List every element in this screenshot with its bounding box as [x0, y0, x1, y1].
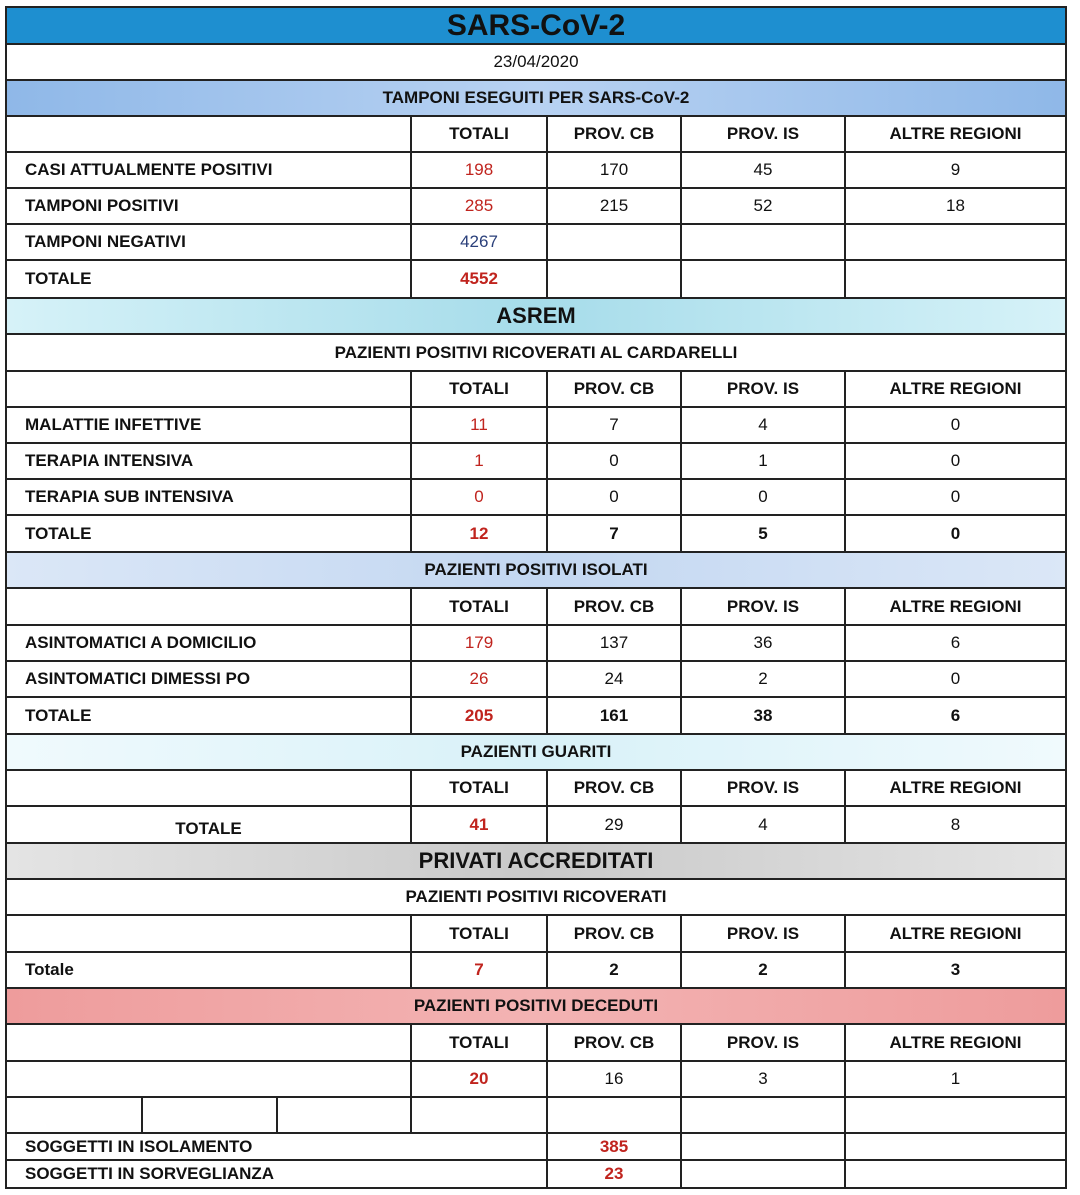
cell-prov-is: 2 [680, 662, 844, 696]
empty-cell [410, 1098, 546, 1132]
tamponi-header-row [5, 115, 1067, 151]
cell-totali: 12 [410, 516, 546, 551]
cell-altre-regioni: 1 [844, 1062, 1065, 1096]
row-label: TAMPONI POSITIVI [25, 196, 179, 215]
cell-prov-is [680, 225, 844, 259]
privati-subheading [5, 878, 1067, 914]
section-privati-title: PRIVATI ACCREDITATI [418, 848, 654, 873]
cell-prov-is: 1 [680, 444, 844, 478]
section-guariti-title: PAZIENTI GUARITI [460, 742, 612, 761]
empty-cell [680, 1098, 844, 1132]
section-tamponi-title: TAMPONI ESEGUITI PER SARS-CoV-2 [382, 88, 690, 107]
cell-prov-cb: 0 [546, 480, 680, 514]
cell-prov-cb: 137 [546, 626, 680, 660]
header-prov-cb: PROV. CB [546, 771, 680, 805]
cell-prov-cb: 2 [546, 953, 680, 987]
header-prov-is: PROV. IS [680, 771, 844, 805]
row-label: TOTALE [25, 705, 92, 725]
asrem-header-row [5, 370, 1067, 406]
header-prov-is: PROV. IS [680, 372, 844, 406]
cell-prov-is: 5 [680, 516, 844, 551]
header-totali: TOTALI [410, 916, 546, 951]
cell-prov-is [680, 261, 844, 297]
table-row [5, 406, 1067, 442]
cell-altre-regioni: 6 [844, 698, 1065, 733]
header-altre-regioni: ALTRE REGIONI [844, 916, 1065, 951]
row-label: TAMPONI NEGATIVI [25, 232, 186, 251]
table-row [5, 259, 1067, 297]
cell-altre-regioni: 0 [844, 444, 1065, 478]
empty-row [5, 1096, 1067, 1132]
header-empty [7, 1025, 410, 1060]
header-empty [7, 771, 410, 805]
header-altre-regioni: ALTRE REGIONI [844, 589, 1065, 624]
header-altre-regioni: ALTRE REGIONI [844, 372, 1065, 406]
cell-altre-regioni: 0 [844, 516, 1065, 551]
header-prov-cb: PROV. CB [546, 589, 680, 624]
cell-prov-cb: 29 [546, 807, 680, 842]
header-empty [7, 372, 410, 406]
cell-altre-regioni: 18 [844, 189, 1065, 223]
empty-cell [276, 1098, 410, 1132]
cell-totali: 4267 [410, 225, 546, 259]
header-prov-is: PROV. IS [680, 916, 844, 951]
header-totali: TOTALI [410, 372, 546, 406]
cell-prov-is: 4 [680, 807, 844, 842]
header-totali: TOTALI [410, 117, 546, 151]
header-prov-is: PROV. IS [680, 1025, 844, 1060]
cell-totali: 285 [410, 189, 546, 223]
cell-prov-cb: 7 [546, 408, 680, 442]
row-label: TERAPIA INTENSIVA [25, 451, 194, 470]
section-guariti-heading [5, 733, 1067, 769]
section-deceduti-heading [5, 987, 1067, 1023]
section-asrem-heading [5, 297, 1067, 333]
cell-totali: 26 [410, 662, 546, 696]
table-bottom-border [5, 1187, 1067, 1189]
cell-prov-is: 38 [680, 698, 844, 733]
section-asrem-title: ASREM [496, 303, 576, 328]
empty-cell [546, 1098, 680, 1132]
cell-totali: 205 [410, 698, 546, 733]
row-label: ASINTOMATICI A DOMICILIO [25, 633, 257, 652]
header-empty [7, 117, 410, 151]
table-row [5, 696, 1067, 733]
section-tamponi-heading [5, 79, 1067, 115]
section-deceduti-title: PAZIENTI POSITIVI DECEDUTI [413, 996, 659, 1015]
row-label: SOGGETTI IN SORVEGLIANZA [25, 1164, 275, 1183]
cell-totali: 4552 [410, 261, 546, 297]
cell-totali: 20 [410, 1062, 546, 1096]
header-empty [7, 589, 410, 624]
header-totali: TOTALI [410, 1025, 546, 1060]
empty-cell [844, 1098, 1065, 1132]
header-prov-cb: PROV. CB [546, 117, 680, 151]
cell-totali: 1 [410, 444, 546, 478]
cell-prov-is: 36 [680, 626, 844, 660]
table-row [5, 805, 1067, 842]
section-isolati-title: PAZIENTI POSITIVI ISOLATI [424, 560, 648, 579]
empty-cell [7, 1098, 141, 1132]
cell-prov-cb: 170 [546, 153, 680, 187]
table-row [5, 1132, 1067, 1159]
table-row [5, 1159, 1067, 1187]
row-label: CASI ATTUALMENTE POSITIVI [25, 160, 273, 179]
cell-prov-cb: 24 [546, 662, 680, 696]
cell-prov-is: 45 [680, 153, 844, 187]
header-prov-is: PROV. IS [680, 117, 844, 151]
row-label: TOTALE [25, 523, 92, 543]
row-label: Totale [25, 960, 74, 979]
header-empty [7, 916, 410, 951]
cell-prov-is: 52 [680, 189, 844, 223]
cell-altre-regioni [844, 261, 1065, 297]
table-row [5, 514, 1067, 551]
cell-totali: 179 [410, 626, 546, 660]
deceduti-header-row [5, 1023, 1067, 1060]
empty-cell [844, 1161, 1065, 1187]
table-row [5, 187, 1067, 223]
empty-cell [680, 1161, 844, 1187]
table-row [5, 478, 1067, 514]
section-isolati-heading [5, 551, 1067, 587]
table-row [5, 660, 1067, 696]
cell-totali: 198 [410, 153, 546, 187]
row-label: TOTALE [175, 818, 242, 838]
cell-prov-cb: 16 [546, 1062, 680, 1096]
section-privati-heading [5, 842, 1067, 878]
empty-cell [141, 1098, 276, 1132]
isolati-header-row [5, 587, 1067, 624]
header-prov-is: PROV. IS [680, 589, 844, 624]
header-totali: TOTALI [410, 771, 546, 805]
cell-altre-regioni: 9 [844, 153, 1065, 187]
report-date [5, 43, 1067, 79]
empty-cell [680, 1134, 844, 1159]
cell-value: 385 [546, 1134, 680, 1159]
cell-prov-cb [546, 225, 680, 259]
cell-altre-regioni: 8 [844, 807, 1065, 842]
cell-totali: 11 [410, 408, 546, 442]
header-altre-regioni: ALTRE REGIONI [844, 1025, 1065, 1060]
cell-altre-regioni: 0 [844, 480, 1065, 514]
table-row [5, 951, 1067, 987]
privati-subheading-text: PAZIENTI POSITIVI RICOVERATI [405, 887, 667, 906]
privati-header-row [5, 914, 1067, 951]
row-label: SOGGETTI IN ISOLAMENTO [25, 1136, 253, 1156]
date-text: 23/04/2020 [493, 52, 579, 71]
cell-altre-regioni [844, 225, 1065, 259]
report-title [5, 6, 1067, 43]
header-altre-regioni: ALTRE REGIONI [844, 117, 1065, 151]
asrem-subheading [5, 333, 1067, 370]
guariti-header-row [5, 769, 1067, 805]
cell-totali: 7 [410, 953, 546, 987]
cell-prov-is: 3 [680, 1062, 844, 1096]
cell-altre-regioni: 0 [844, 662, 1065, 696]
row-label [7, 1062, 410, 1096]
header-prov-cb: PROV. CB [546, 916, 680, 951]
row-label: TOTALE [25, 269, 92, 288]
cell-altre-regioni: 6 [844, 626, 1065, 660]
table-row [5, 442, 1067, 478]
empty-cell [844, 1134, 1065, 1159]
cell-prov-cb: 0 [546, 444, 680, 478]
cell-prov-cb [546, 261, 680, 297]
title-text: SARS-CoV-2 [446, 8, 626, 42]
cell-prov-is: 4 [680, 408, 844, 442]
header-prov-cb: PROV. CB [546, 1025, 680, 1060]
cell-altre-regioni: 0 [844, 408, 1065, 442]
cell-totali: 0 [410, 480, 546, 514]
header-totali: TOTALI [410, 589, 546, 624]
cell-value: 23 [546, 1161, 680, 1187]
table-row [5, 223, 1067, 259]
cell-prov-cb: 161 [546, 698, 680, 733]
header-prov-cb: PROV. CB [546, 372, 680, 406]
row-label: ASINTOMATICI DIMESSI PO [25, 669, 251, 688]
cell-totali: 41 [410, 807, 546, 842]
table-row [5, 151, 1067, 187]
cell-prov-cb: 7 [546, 516, 680, 551]
cell-prov-is: 0 [680, 480, 844, 514]
row-label: TERAPIA SUB INTENSIVA [25, 487, 234, 506]
table-row [5, 1060, 1067, 1096]
cell-prov-is: 2 [680, 953, 844, 987]
cell-altre-regioni: 3 [844, 953, 1065, 987]
header-altre-regioni: ALTRE REGIONI [844, 771, 1065, 805]
asrem-subheading-text: PAZIENTI POSITIVI RICOVERATI AL CARDARELLI [334, 342, 738, 362]
table-row [5, 624, 1067, 660]
cell-prov-cb: 215 [546, 189, 680, 223]
row-label: MALATTIE INFETTIVE [25, 415, 202, 434]
